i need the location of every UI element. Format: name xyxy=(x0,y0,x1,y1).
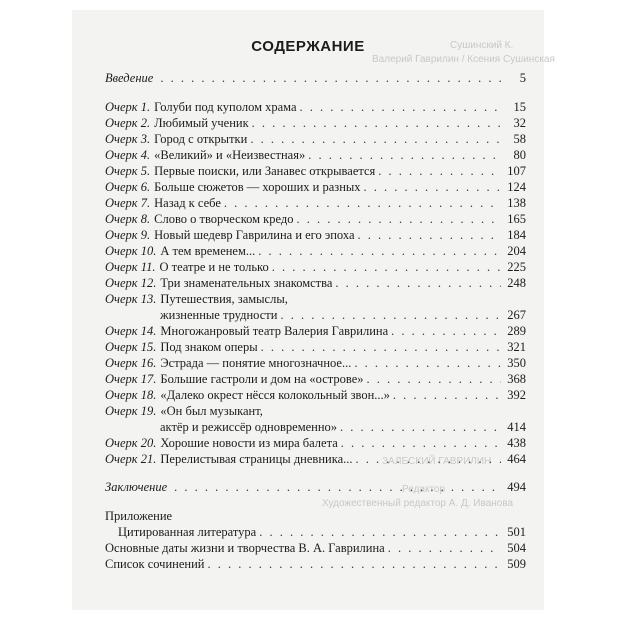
chapter-title: Назад к себе xyxy=(154,196,221,210)
leader-dots xyxy=(252,115,501,131)
chapter-page: 464 xyxy=(507,452,526,466)
chapter-label: Очерк 17. xyxy=(105,372,157,386)
leader-dots xyxy=(250,131,501,147)
toc-chapter-6 xyxy=(105,179,526,195)
toc-chapter-4 xyxy=(105,147,526,163)
toc-chapter-13 xyxy=(105,291,526,307)
leader-dots xyxy=(364,179,501,195)
chapter-title: Город с открытки xyxy=(154,132,248,146)
toc-chapter-3 xyxy=(105,131,526,147)
toc-chapter-14 xyxy=(105,323,526,339)
chapter-label: Очерк 7. xyxy=(105,196,151,210)
toc-conclusion xyxy=(105,479,526,495)
chapter-label: Очерк 13. xyxy=(105,292,157,306)
toc-intro-page: 5 xyxy=(519,71,526,85)
bleed-through-5: Художественный редактор А. Д. Иванова xyxy=(322,498,514,509)
chapter-title: Новый шедевр Гаврилина и его эпоха xyxy=(154,228,355,242)
bleed-through-4: Редактор xyxy=(402,484,446,495)
toc-chapter-21 xyxy=(105,451,526,467)
chapter-label: Очерк 6. xyxy=(105,180,151,194)
leader-dots xyxy=(341,435,501,451)
chapter-title: Хорошие новости из мира балета xyxy=(160,436,338,450)
leader-dots xyxy=(259,524,501,540)
chapter-label: Очерк 10. xyxy=(105,244,157,258)
chapter-page: 138 xyxy=(507,196,526,210)
chapter-title: Голуби под куполом храма xyxy=(154,100,297,114)
chapter-label: Очерк 14. xyxy=(105,324,157,338)
chapter-page: 15 xyxy=(513,100,526,114)
chapter-title: Путешествия, замыслы, xyxy=(160,292,288,306)
chapter-label: Очерк 11. xyxy=(105,260,156,274)
toc-chapter-5 xyxy=(105,163,526,179)
leader-dots xyxy=(391,323,501,339)
leader-dots xyxy=(300,99,501,115)
chapter-page: 289 xyxy=(507,324,526,338)
chapter-page: 414 xyxy=(507,420,526,434)
toc-conclusion-label: Заключение xyxy=(105,480,168,494)
leader-dots xyxy=(308,147,501,163)
chapter-page: 438 xyxy=(507,436,526,450)
leader-dots xyxy=(340,419,501,435)
chapter-label: Очерк 20. xyxy=(105,436,157,450)
chapter-title-continued: жизненные трудности xyxy=(160,308,278,322)
toc-appendix-item-1 xyxy=(118,524,526,540)
chapter-title: Первые поиски, или Занавес открывается xyxy=(154,164,376,178)
toc-chapter-8 xyxy=(105,211,526,227)
chapter-page: 32 xyxy=(513,116,526,130)
toc-intro-label: Введение xyxy=(105,71,154,85)
chapter-title: Любимый ученик xyxy=(154,116,249,130)
chapter-title: Большие гастроли и дом на «острове» xyxy=(160,372,364,386)
chapter-title: Под знаком оперы xyxy=(160,340,258,354)
toc-chapter-9 xyxy=(105,227,526,243)
appendix-heading: Приложение xyxy=(105,509,173,523)
chapter-page: 124 xyxy=(507,180,526,194)
chapter-title: О театре и не только xyxy=(159,260,269,274)
chapter-page: 58 xyxy=(513,132,526,146)
appendix-item-page: 501 xyxy=(507,525,526,539)
toc-conclusion-page: 494 xyxy=(507,480,526,494)
appendix-item-page: 509 xyxy=(507,557,526,571)
toc-chapter-18 xyxy=(105,387,526,403)
leader-dots xyxy=(367,371,502,387)
toc-chapter-1 xyxy=(105,99,526,115)
leader-dots xyxy=(378,163,501,179)
chapter-page: 350 xyxy=(507,356,526,370)
toc-chapter-19-cont xyxy=(160,419,526,435)
chapter-label: Очерк 18. xyxy=(105,388,157,402)
toc-chapter-20 xyxy=(105,435,526,451)
toc-chapter-7 xyxy=(105,195,526,211)
leader-dots xyxy=(207,556,501,572)
chapter-page: 184 xyxy=(507,228,526,242)
appendix-item-title: Цитированная литература xyxy=(118,525,257,539)
chapter-title: Многожанровый театр Валерия Гаврилина xyxy=(160,324,389,338)
chapter-title: «Он был музыкант, xyxy=(160,404,263,418)
chapter-label: Очерк 8. xyxy=(105,212,151,226)
chapter-page: 392 xyxy=(507,388,526,402)
chapter-title-continued: актёр и режиссёр одновременно» xyxy=(160,420,338,434)
toc-chapter-2 xyxy=(105,115,526,131)
chapter-label: Очерк 21. xyxy=(105,452,157,466)
chapter-title: «Далеко окрест нёсся колокольный звон...» xyxy=(160,388,390,402)
chapter-label: Очерк 3. xyxy=(105,132,151,146)
chapter-page: 165 xyxy=(507,212,526,226)
leader-dots xyxy=(261,339,501,355)
toc-chapter-17 xyxy=(105,371,526,387)
book-page xyxy=(72,10,555,610)
toc-chapter-10 xyxy=(105,243,526,259)
leader-dots xyxy=(358,227,501,243)
chapter-title: Эстрада — понятие многозначное... xyxy=(160,356,352,370)
toc-chapter-15 xyxy=(105,339,526,355)
toc-appendix-item-3 xyxy=(105,556,526,572)
chapter-page: 225 xyxy=(507,260,526,274)
chapter-page: 368 xyxy=(507,372,526,386)
appendix-item-title: Основные даты жизни и творчества В. А. Гаврилина xyxy=(105,541,385,555)
appendix-item-title: Список сочинений xyxy=(105,557,205,571)
bleed-through-3: ЗАЛЕСКИЙ ГАВРИЛИН xyxy=(382,456,492,467)
chapter-page: 204 xyxy=(507,244,526,258)
bleed-through-2: Валерий Гаврилин / Ксения Сушинская xyxy=(372,54,555,65)
chapter-title: А тем временем... xyxy=(160,244,256,258)
chapter-page: 267 xyxy=(507,308,526,322)
chapter-page: 80 xyxy=(513,148,526,162)
leader-dots xyxy=(354,355,501,371)
chapter-label: Очерк 1. xyxy=(105,100,151,114)
toc-chapter-11 xyxy=(105,259,526,275)
leader-dots xyxy=(335,275,501,291)
toc-chapter-13-cont xyxy=(160,307,526,323)
chapter-label: Очерк 19. xyxy=(105,404,157,418)
leader-dots xyxy=(297,211,502,227)
chapter-title: Слово о творческом кредо xyxy=(154,212,294,226)
toc-chapter-12 xyxy=(105,275,526,291)
bleed-through-1: Сушинский К. xyxy=(450,40,514,51)
appendix-item-page: 504 xyxy=(507,541,526,555)
chapter-label: Очерк 16. xyxy=(105,356,157,370)
leader-dots xyxy=(356,451,502,467)
leader-dots xyxy=(258,243,501,259)
toc-intro xyxy=(105,70,526,86)
page-title: СОДЕРЖАНИЕ xyxy=(251,38,365,55)
chapter-label: Очерк 2. xyxy=(105,116,151,130)
chapter-title: «Великий» и «Неизвестная» xyxy=(154,148,306,162)
chapter-page: 107 xyxy=(507,164,526,178)
leader-dots xyxy=(272,259,501,275)
chapter-page: 321 xyxy=(507,340,526,354)
toc-chapter-16 xyxy=(105,355,526,371)
toc-chapter-19 xyxy=(105,403,526,419)
chapter-title: Три знаменательных знакомства xyxy=(160,276,333,290)
leader-dots xyxy=(388,540,501,556)
chapter-label: Очерк 4. xyxy=(105,148,151,162)
chapter-label: Очерк 9. xyxy=(105,228,151,242)
leader-dots xyxy=(160,70,501,86)
chapter-page: 248 xyxy=(507,276,526,290)
chapter-label: Очерк 12. xyxy=(105,276,157,290)
leader-dots xyxy=(393,387,501,403)
chapter-title: Перелистывая страницы дневника... xyxy=(160,452,353,466)
chapter-label: Очерк 15. xyxy=(105,340,157,354)
leader-dots xyxy=(224,195,501,211)
chapter-label: Очерк 5. xyxy=(105,164,151,178)
chapter-title: Больше сюжетов — хороших и разных xyxy=(154,180,361,194)
leader-dots xyxy=(174,479,501,495)
toc-appendix-item-2 xyxy=(105,540,526,556)
leader-dots xyxy=(280,307,501,323)
